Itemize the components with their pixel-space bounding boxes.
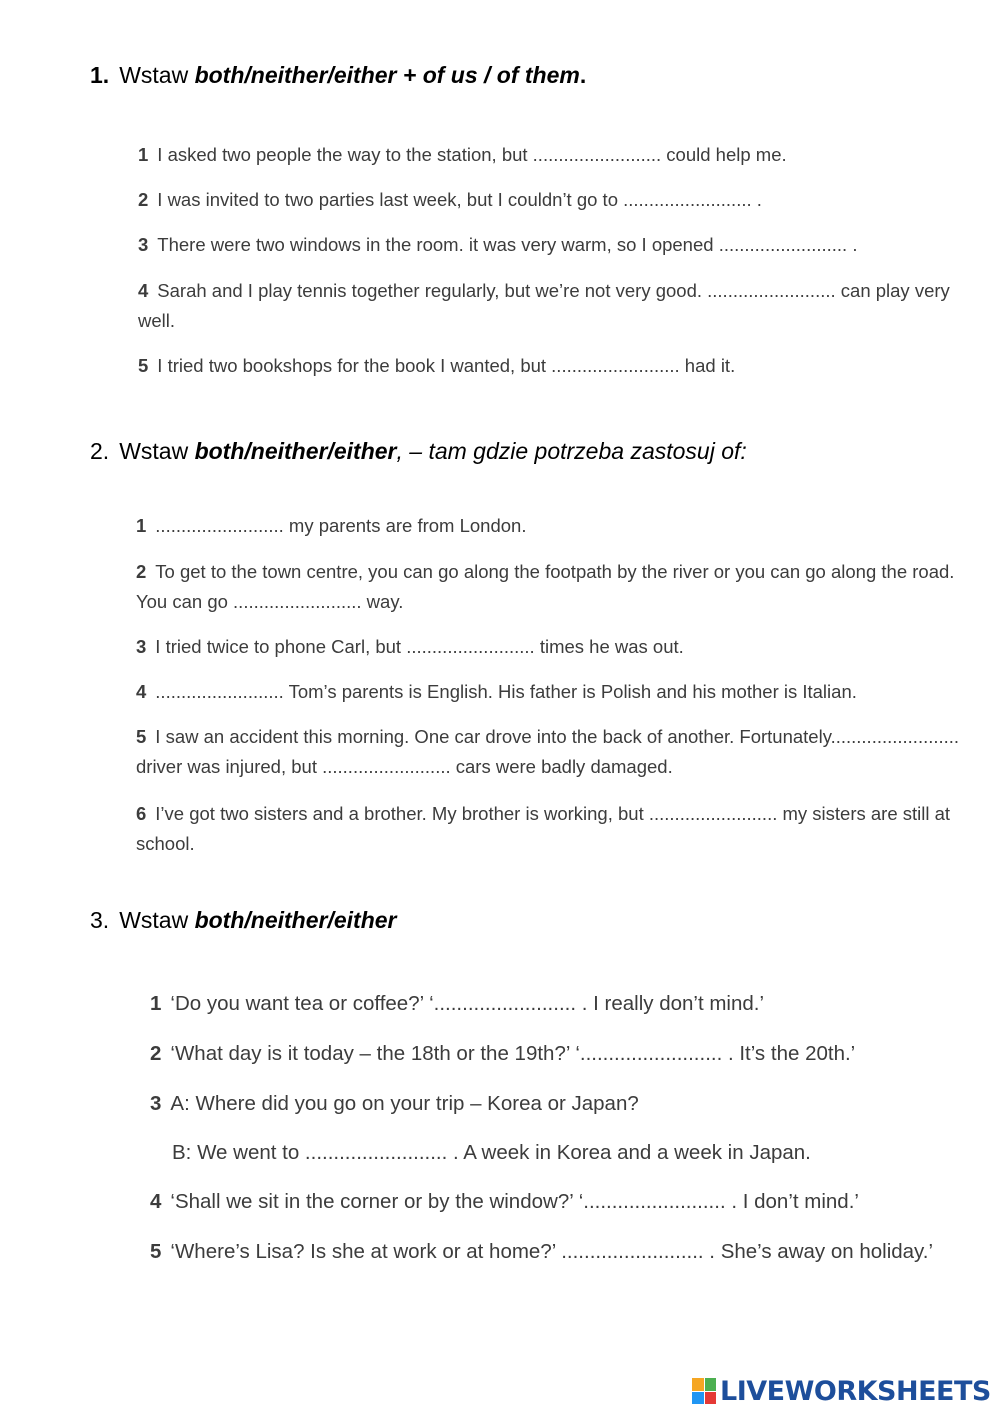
item-text: ‘Where’s Lisa? Is she at work or at home?’ ......................... . She’s away on holiday.’ (170, 1240, 934, 1263)
item-text: I tried twice to phone Carl, but ......................... times he was out. (155, 636, 684, 657)
exercise-item (138, 140, 968, 170)
section-1-keywords: both/neither/either + of us / of them (194, 62, 580, 88)
section-3-heading (90, 907, 396, 934)
logo-square (705, 1378, 717, 1391)
exercise-item (150, 988, 980, 1020)
section-3-keywords: both/neither/either (194, 907, 397, 933)
item-text: I tried two bookshops for the book I wanted, but ......................... had it. (157, 355, 736, 376)
section-2-prefix: Wstaw (119, 438, 195, 464)
section-2-number: 2. (90, 438, 110, 464)
liveworksheets-logo (692, 1374, 991, 1408)
item-text: There were two windows in the room. it was very warm, so I opened ......................... . (157, 234, 858, 255)
section-1-suffix: . (579, 62, 587, 88)
section-3-prefix: Wstaw (119, 907, 195, 933)
item-number: 4 (150, 1190, 162, 1213)
exercise-item (138, 185, 968, 215)
exercise-item (136, 557, 966, 617)
section-1-prefix: Wstaw (119, 62, 195, 88)
item-number: 5 (138, 355, 149, 376)
item-number: 2 (138, 189, 149, 210)
item-text: ‘Do you want tea or coffee?’ ‘......................... . I really don’t mind.’ (170, 992, 765, 1015)
logo-text: LIVEWORKSHEETS (720, 1375, 991, 1407)
section-1-heading (90, 62, 586, 89)
exercise-item (150, 1088, 980, 1120)
item-number: 3 (138, 234, 149, 255)
exercise-item (136, 799, 966, 859)
item-text: I asked two people the way to the station, but ......................... could help me. (157, 144, 787, 165)
item-number: 3 (136, 636, 147, 657)
section-1-number: 1. (90, 62, 110, 88)
item-number: 2 (150, 1042, 162, 1065)
item-number: 1 (150, 992, 162, 1015)
item-number: 5 (136, 726, 147, 747)
item-text: I was invited to two parties last week, but I couldn’t go to ......................... . (157, 189, 762, 210)
item-number: 1 (138, 144, 149, 165)
exercise-item (136, 722, 966, 782)
exercise-item (150, 1038, 980, 1070)
item-text: I saw an accident this morning. One car drove into the back of another. Fortunately......................... driver was injured, but ......................... cars were badly damaged. (136, 726, 960, 777)
item-text: I’ve got two sisters and a brother. My brother is working, but ......................... my sisters are still at school. (136, 803, 951, 854)
exercise-item (172, 1137, 1000, 1169)
item-number: 4 (136, 681, 147, 702)
section-2-keywords: both/neither/either (194, 438, 397, 464)
section-2-instruction: , – tam gdzie potrzeba zastosuj of: (396, 438, 747, 464)
item-number: 6 (136, 803, 147, 824)
section-3-number: 3. (90, 907, 110, 933)
liveworksheets-logo-icon (692, 1378, 716, 1404)
item-number: 5 (150, 1240, 162, 1263)
item-text: A: Where did you go on your trip – Korea or Japan? (170, 1092, 639, 1115)
exercise-item (136, 677, 966, 707)
exercise-item (138, 276, 968, 336)
logo-square (692, 1392, 704, 1405)
exercise-item (150, 1236, 980, 1268)
exercise-item (138, 351, 968, 381)
exercise-item (136, 632, 966, 662)
item-text: ......................... Tom’s parents is English. His father is Polish and his mother is Italian. (155, 681, 857, 702)
logo-square (705, 1392, 717, 1405)
item-text: To get to the town centre, you can go along the footpath by the river or you can go along the road. You can go ......................... way. (136, 561, 955, 612)
exercise-item (138, 230, 968, 260)
exercise-item (150, 1186, 980, 1218)
item-text: B: We went to ......................... . A week in Korea and a week in Japan. (172, 1141, 811, 1164)
logo-square (692, 1378, 704, 1391)
item-text: Sarah and I play tennis together regularly, but we’re not very good. ......................... can play very well. (138, 280, 950, 331)
item-number: 4 (138, 280, 149, 301)
item-number: 1 (136, 515, 147, 536)
exercise-item (136, 511, 966, 541)
item-text: ......................... my parents are from London. (155, 515, 527, 536)
item-text: ‘Shall we sit in the corner or by the window?’ ‘......................... . I don’t mind.’ (170, 1190, 859, 1213)
item-text: ‘What day is it today – the 18th or the 19th?’ ‘......................... . It’s the 20th.’ (170, 1042, 856, 1065)
item-number: 2 (136, 561, 147, 582)
section-2-heading (90, 438, 747, 465)
item-number: 3 (150, 1092, 162, 1115)
